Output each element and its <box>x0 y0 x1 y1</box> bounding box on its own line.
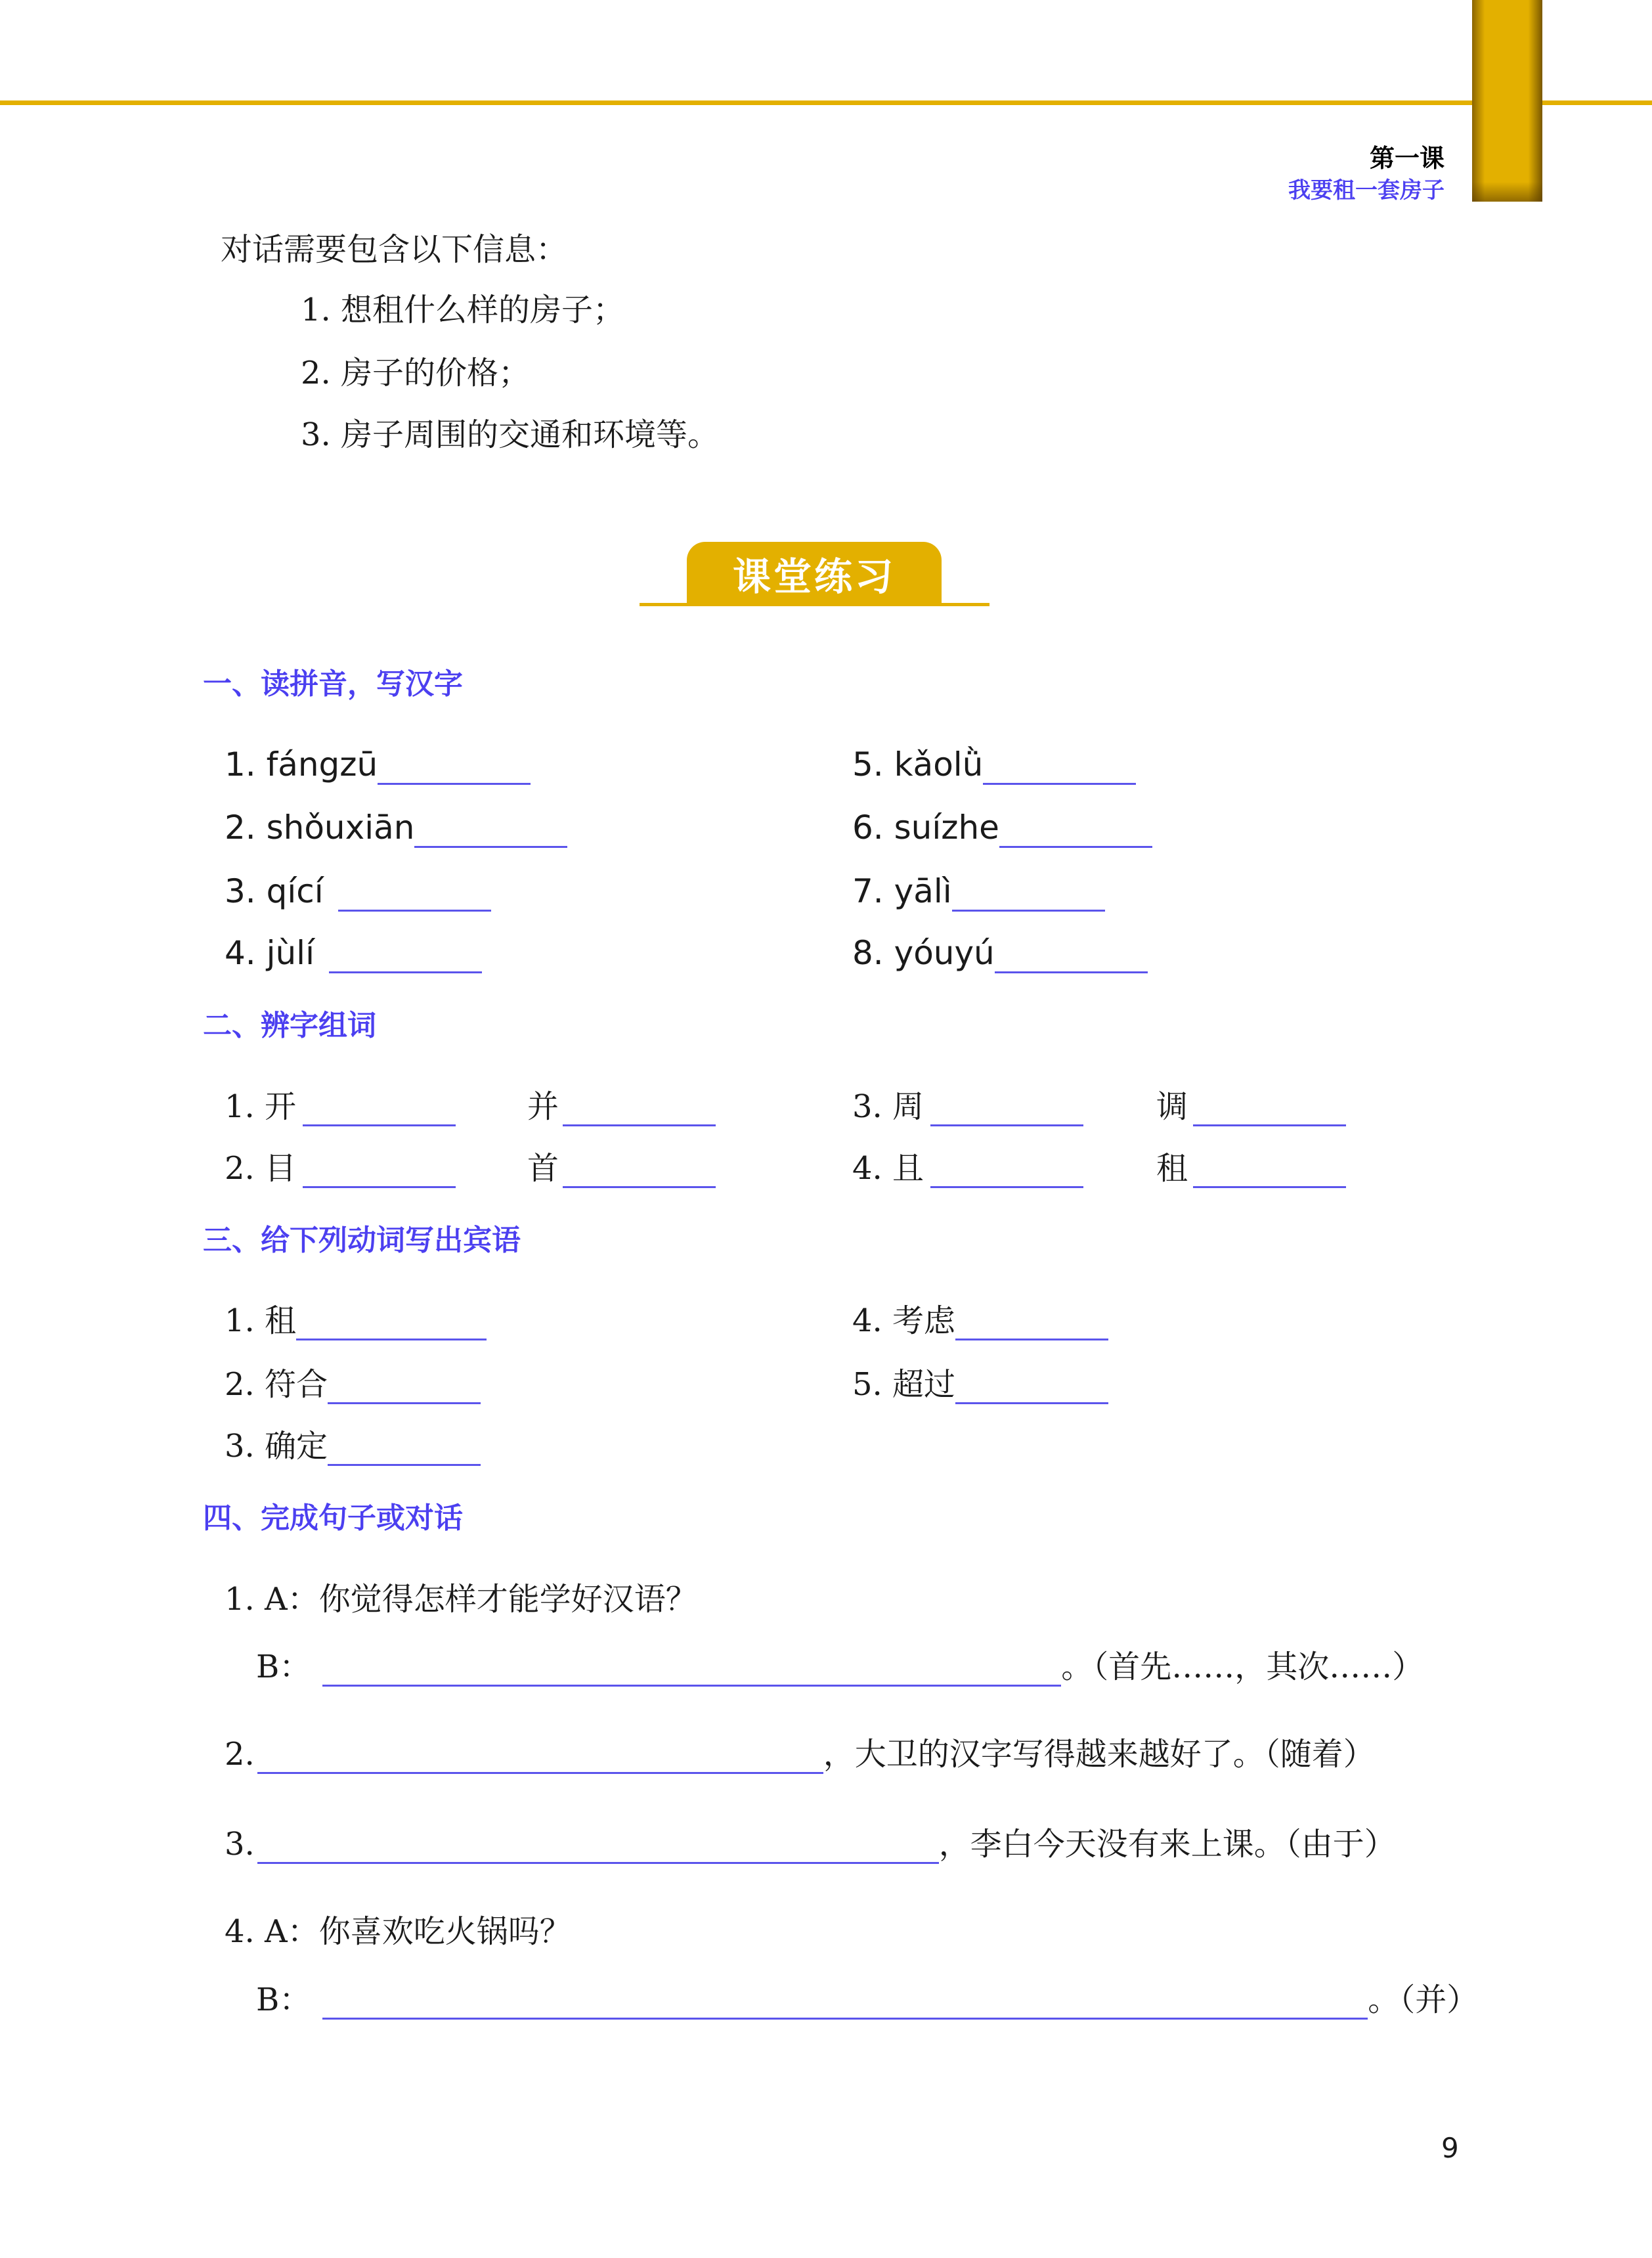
answer-line[interactable] <box>329 952 482 973</box>
answer-line[interactable] <box>328 1444 481 1466</box>
answer-line[interactable] <box>930 1166 1083 1188</box>
verb-item: 1. 租 <box>225 1301 487 1340</box>
answer-line[interactable] <box>296 1319 487 1340</box>
answer-line[interactable] <box>338 890 491 912</box>
pinyin-item: 4. jùlí <box>225 934 482 972</box>
answer-line[interactable] <box>999 826 1152 848</box>
part3-heading: 三、给下列动词写出宾语 <box>203 1224 521 1257</box>
verb-item: 4. 考虑 <box>852 1301 1108 1340</box>
char-item: 首 <box>527 1149 716 1188</box>
char-item: 租 <box>1156 1149 1346 1188</box>
answer-line[interactable] <box>983 763 1136 785</box>
intro-item: 3. 房子周围的交通和环境等。 <box>301 416 720 453</box>
section-banner: 课堂练习 <box>687 542 942 605</box>
pinyin-item: 8. yóuyú <box>852 934 1148 972</box>
char-item: 4. 且 <box>852 1149 1083 1188</box>
answer-line[interactable] <box>322 1665 1061 1687</box>
pinyin-item: 1. fángzū <box>225 745 531 784</box>
pinyin-item: 7. yālì <box>852 872 1105 910</box>
intro-item: 1. 想租什么样的房子； <box>301 292 625 328</box>
pinyin-item: 2. shǒuxiān <box>225 808 567 847</box>
char-item: 3. 周 <box>852 1087 1083 1126</box>
answer-line[interactable] <box>930 1105 1083 1126</box>
answer-line[interactable] <box>563 1166 716 1188</box>
question-2: 2. ，大卫的汉字写得越来越好了。（随着） <box>225 1736 1375 1773</box>
answer-line[interactable] <box>257 1752 823 1774</box>
char-item: 1. 开 <box>225 1087 456 1126</box>
part2-heading: 二、辨字组词 <box>203 1009 376 1042</box>
pinyin-item: 6. suízhe <box>852 808 1152 847</box>
intro-item: 2. 房子的价格； <box>301 355 531 391</box>
intro-lead: 对话需要包含以下信息： <box>221 231 568 268</box>
answer-line[interactable] <box>1193 1166 1346 1188</box>
answer-line[interactable] <box>563 1105 716 1126</box>
question-4-b: B： 。（并） <box>256 1981 1479 2018</box>
question-3: 3. ，李白今天没有来上课。（由于） <box>225 1826 1396 1863</box>
header-rule <box>0 100 1652 105</box>
answer-line[interactable] <box>257 1842 939 1864</box>
pinyin-item: 5. kǎolǜ <box>852 745 1136 784</box>
answer-line[interactable] <box>955 1319 1108 1340</box>
verb-item: 5. 超过 <box>852 1365 1108 1404</box>
verb-item: 3. 确定 <box>225 1427 481 1466</box>
question-1-a: 1. A：你觉得怎样才能学好汉语？ <box>225 1581 697 1618</box>
question-4-a: 4. A：你喜欢吃火锅吗？ <box>225 1913 571 1950</box>
answer-line[interactable] <box>378 763 531 785</box>
lesson-title: 我要租一套房子 <box>1288 177 1445 204</box>
pinyin-item: 3. qící <box>225 872 491 910</box>
page-number: 9 <box>1441 2132 1459 2164</box>
lesson-number: 第一课 <box>1369 144 1445 173</box>
answer-line[interactable] <box>1193 1105 1346 1126</box>
answer-line[interactable] <box>328 1383 481 1404</box>
part4-heading: 四、完成句子或对话 <box>203 1501 463 1535</box>
answer-line[interactable] <box>414 826 567 848</box>
question-1-b: B： 。（首先……，其次……） <box>256 1649 1424 1685</box>
char-item: 并 <box>527 1087 716 1126</box>
answer-line[interactable] <box>322 1998 1368 2020</box>
answer-line[interactable] <box>303 1105 456 1126</box>
char-item: 调 <box>1156 1087 1346 1126</box>
answer-line[interactable] <box>955 1383 1108 1404</box>
answer-line[interactable] <box>995 952 1148 973</box>
answer-line[interactable] <box>303 1166 456 1188</box>
answer-line[interactable] <box>952 890 1105 912</box>
char-item: 2. 目 <box>225 1149 456 1188</box>
part1-heading: 一、读拼音，写汉字 <box>203 667 463 701</box>
chapter-tab <box>1472 0 1542 202</box>
verb-item: 2. 符合 <box>225 1365 481 1404</box>
